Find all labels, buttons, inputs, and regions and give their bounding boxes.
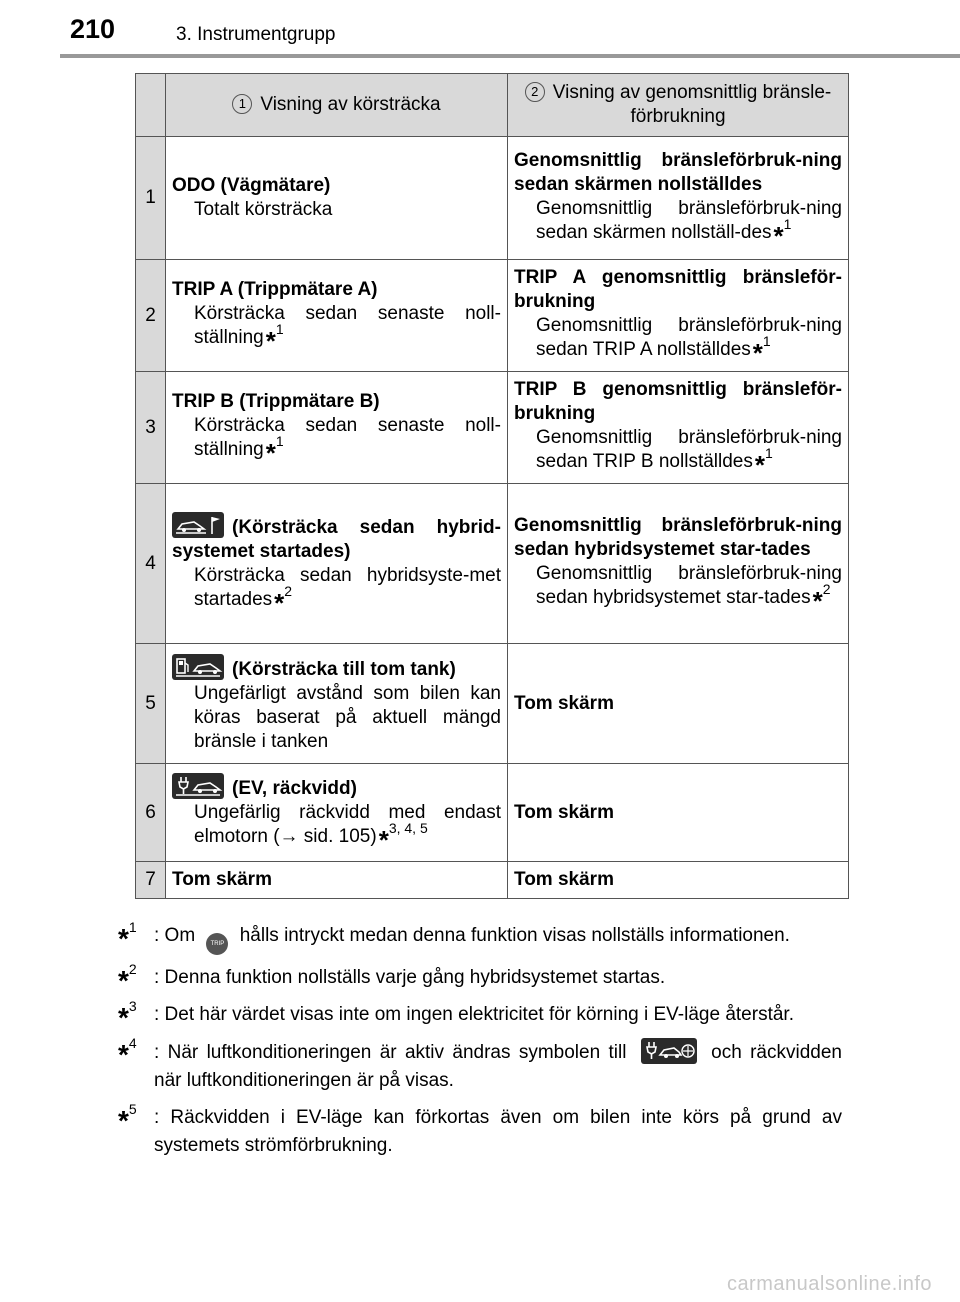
- row-number: 4: [136, 484, 166, 644]
- page-header: [0, 0, 960, 60]
- row-right-cell: [508, 644, 849, 764]
- footnote-star: *: [118, 1105, 129, 1136]
- row-left-title-line: [172, 654, 501, 682]
- footnote-text-b: och räckvidden när luftkonditioneringen är på visas.: [154, 1042, 842, 1091]
- row-right-text: Genomsnittlig bränsleförbruk-ning sedan TRIP B nollställdes: [536, 427, 842, 472]
- header-odometer: [166, 74, 508, 137]
- row-left-title-line: [172, 773, 501, 801]
- row-right-body: [514, 562, 842, 616]
- footnotes: [118, 919, 842, 1169]
- hybrid-distance-icon: [172, 512, 224, 538]
- footnote-number: 4: [128, 1035, 137, 1051]
- table-row: [136, 372, 849, 484]
- footnote-2: [118, 961, 842, 996]
- footnote-ref: 1: [783, 215, 792, 232]
- row-left-body: [172, 801, 501, 855]
- row-right-title: TRIP A genomsnittlig bränsleför-brukning: [514, 267, 842, 312]
- chapter-title: 3. Instrumentgrupp: [176, 24, 336, 45]
- marker-2-icon: 2: [525, 82, 545, 102]
- footnote-mark: [118, 998, 137, 1033]
- row-right-title: Genomsnittlig bränsleförbruk-ning sedan skärmen nollställdes: [514, 149, 842, 195]
- footnote-star: *: [773, 220, 784, 251]
- row-number: 2: [136, 260, 166, 372]
- row-number: 1: [136, 137, 166, 260]
- footnote-ref: 1: [762, 333, 771, 349]
- row-right-cell: [508, 137, 849, 260]
- row-left-title: (Körsträcka till tom tank): [232, 658, 456, 680]
- marker-1-icon: 1: [232, 94, 252, 114]
- row-right-title: Tom skärm: [514, 801, 614, 823]
- footnote-star: *: [754, 450, 765, 480]
- footnote-ref: 1: [275, 321, 284, 337]
- row-right-title: TRIP B genomsnittlig bränsleför-brukning: [514, 379, 842, 424]
- row-left-body: [172, 414, 501, 468]
- row-left-title: (EV, räckvidd): [232, 778, 357, 799]
- footnote-mark: [118, 1101, 137, 1136]
- footnote-number: 5: [128, 1101, 137, 1117]
- arrow-icon: →: [279, 826, 299, 847]
- footnote-ref: 2: [284, 583, 293, 599]
- ev-range-icon: [172, 773, 224, 799]
- footnote-1: [118, 919, 842, 955]
- header-blank-cell: [136, 74, 166, 137]
- watermark: carmanualsonline.info: [726, 1273, 932, 1295]
- row-right-title: Tom skärm: [514, 692, 614, 714]
- row-right-body: [514, 197, 842, 251]
- row-right-cell: [508, 484, 849, 644]
- footnote-number: 2: [128, 961, 137, 977]
- header-rule: [60, 54, 960, 58]
- footnote-text: : Räckvidden i EV-läge kan förkortas även om bilen inte körs på grund av systemets strömförbrukning.: [154, 1107, 842, 1156]
- row-number: 5: [136, 644, 166, 764]
- footnote-text-b: hålls intryckt medan denna funktion visas nollställs informationen.: [234, 925, 790, 946]
- row-left-cell: [166, 260, 508, 372]
- trip-button-icon: TRIP: [206, 933, 228, 955]
- row-left-text-a: Ungefärlig räckvidd med endast elmotorn (: [194, 802, 501, 847]
- row-left-title: Tom skärm: [172, 869, 272, 890]
- footnote-ref: 3, 4, 5: [388, 820, 428, 836]
- row-right-body: [514, 314, 842, 368]
- table-row: [136, 484, 849, 644]
- fuel-range-icon: [172, 654, 224, 680]
- footnote-4: [118, 1035, 842, 1095]
- footnote-star: *: [265, 326, 276, 356]
- footnote-3: [118, 998, 842, 1033]
- row-right-cell: [508, 862, 849, 899]
- row-left-text: Totalt körsträcka: [194, 199, 333, 220]
- footnote-star: *: [118, 1002, 129, 1033]
- footnote-mark: [118, 1035, 137, 1070]
- footnote-star: *: [118, 1039, 129, 1070]
- row-left-title: ODO (Vägmätare): [172, 175, 331, 196]
- table-header-row: [136, 74, 849, 137]
- row-right-cell: [508, 260, 849, 372]
- footnote-star: *: [274, 588, 285, 618]
- row-left-title: (Körsträcka sedan hybrid-systemet startades): [172, 517, 501, 562]
- header-fuel-consumption: [508, 74, 849, 137]
- footnote-star: *: [118, 923, 129, 954]
- footnote-star: *: [265, 438, 276, 468]
- row-number: 3: [136, 372, 166, 484]
- row-left-body: [172, 564, 501, 618]
- footnote-mark: [118, 919, 137, 954]
- footnote-ref: 1: [765, 445, 773, 461]
- footnote-star: *: [752, 338, 763, 368]
- page-number: 210: [70, 14, 116, 44]
- row-left-text: Körsträcka sedan senaste noll-ställning: [194, 415, 501, 460]
- ev-ac-range-icon: [641, 1038, 697, 1064]
- row-right-cell: [508, 372, 849, 484]
- col2-title: Visning av genomsnittlig bränsle-förbrukning: [552, 82, 832, 127]
- table-row: [136, 862, 849, 899]
- footnote-number: 1: [128, 919, 137, 935]
- row-right-text: Genomsnittlig bränsleförbruk-ning sedan hybridsystemet star-tades: [536, 563, 842, 608]
- footnote-5: [118, 1101, 842, 1160]
- footnote-ref: 1: [275, 433, 284, 449]
- row-number: 6: [136, 764, 166, 862]
- table-row: [136, 644, 849, 764]
- row-left-text-b: sid. 105): [298, 826, 377, 847]
- footnote-star: *: [118, 965, 129, 996]
- footnote-text: : Det här värdet visas inte om ingen elektricitet för körning i EV-läge återstår.: [154, 1004, 794, 1025]
- row-left-text: Körsträcka sedan senaste noll-ställning: [194, 303, 501, 348]
- row-left-title-line: [172, 512, 501, 564]
- row-right-body: [514, 426, 842, 480]
- table-row: [136, 764, 849, 862]
- row-right-text: Genomsnittlig bränsleförbruk-ning sedan skärmen nollställ-des: [536, 197, 842, 243]
- row-left-cell: [166, 862, 508, 899]
- row-right-title: Genomsnittlig bränsleförbruk-ning sedan hybridsystemet star-tades: [514, 515, 842, 560]
- table-row: [136, 260, 849, 372]
- footnote-star: *: [812, 586, 823, 616]
- footnote-number: 3: [128, 998, 137, 1014]
- footnote-ref: 2: [822, 581, 831, 597]
- row-left-text: Körsträcka sedan hybridsyste-met startades: [194, 565, 501, 610]
- footnote-star: *: [378, 825, 389, 855]
- row-left-cell: [166, 764, 508, 862]
- footnote-mark: [118, 961, 137, 996]
- row-left-cell: [166, 372, 508, 484]
- row-left-text: Ungefärligt avstånd som bilen kan köras baserat på aktuell mängd bränsle i tanken: [194, 682, 501, 752]
- col1-title: Visning av körsträcka: [260, 94, 441, 115]
- table-row: [136, 137, 849, 260]
- row-left-title: TRIP A (Trippmätare A): [172, 279, 378, 300]
- row-number: 7: [136, 862, 166, 899]
- row-right-text: Genomsnittlig bränsleförbruk-ning sedan TRIP A nollställdes: [536, 315, 842, 360]
- row-left-cell: [166, 137, 508, 260]
- row-left-title: TRIP B (Trippmätare B): [172, 391, 380, 412]
- row-left-body: [172, 302, 501, 356]
- row-left-cell: [166, 644, 508, 764]
- display-table: [135, 73, 849, 899]
- footnote-text-a: : När luftkonditioneringen är aktiv ändras symbolen till: [154, 1042, 635, 1063]
- row-left-cell: [166, 484, 508, 644]
- row-right-title: Tom skärm: [514, 869, 614, 890]
- row-right-cell: [508, 764, 849, 862]
- footnote-text-a: : Om: [154, 925, 201, 946]
- footnote-text: : Denna funktion nollställs varje gång hybridsystemet startas.: [154, 967, 666, 988]
